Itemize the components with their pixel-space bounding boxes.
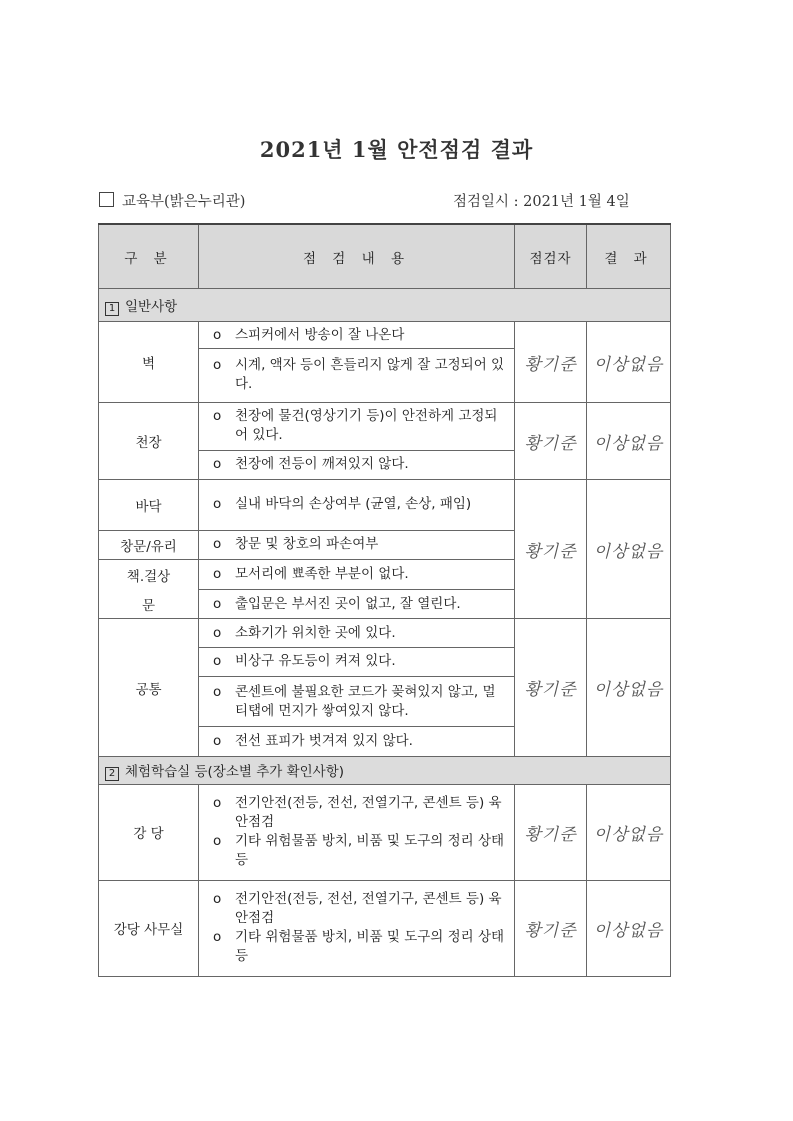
check-item: o 비상구 유도등이 켜져 있다. [199,647,515,676]
check-item: o 콘센트에 불필요한 코드가 꽂혀있지 않고, 멀티탭에 먼지가 쌓여있지 않다. [199,676,515,727]
org-line [99,190,245,211]
table-row [99,880,671,976]
inspection-date: 점검일시 : 2021년 1월 4일 [453,194,630,210]
bullet: o [213,653,222,670]
bullet: o [213,733,222,750]
check-item: o 천장에 물건(영상기기 등)이 안전하게 고정되어 있다. [199,403,515,450]
category-cell: 강당 사무실 [99,880,199,976]
check-item: o 전기안전(전등, 전선, 전열기구, 콘센트 등) 육안점검 o 기타 위험물품 방치, 비품 및 도구의 정리 상태 등 [199,880,515,976]
bullet: o [213,408,222,425]
result-handwritten: 이상없음 [587,480,671,619]
category-cell: 강 당 [99,784,199,880]
section-title: 일반사항 [125,298,178,315]
table-row [99,480,671,531]
check-item: o 시계, 액자 등이 흔들리지 않게 잘 고정되어 있다. [199,348,515,403]
header-result: 결 과 [587,224,671,289]
category-cell: 창문/유리 [99,530,199,559]
bullet: o [213,929,222,946]
inspector-signature: 황기준 [515,403,587,480]
bullet: o [213,496,222,513]
bullet: o [213,795,222,812]
check-item: o 전선 표피가 벗겨져 있지 않다. [199,727,515,756]
header-inspector: 점검자 [515,224,587,289]
check-item: o 출입문은 부서진 곳이 없고, 잘 열린다. [199,590,515,619]
org-label: 교육부(밝은누리관) [122,194,246,210]
section-row [99,756,671,784]
header-category: 구 분 [99,224,199,289]
table-row [99,403,671,450]
result-handwritten: 이상없음 [587,403,671,480]
inspector-signature: 황기준 [515,322,587,403]
bullet: o [213,833,222,850]
section-number: 1 [105,302,119,316]
result-handwritten: 이상없음 [587,880,671,976]
bullet: o [213,683,222,700]
table-row [99,322,671,348]
table-header [99,224,671,289]
result-handwritten: 이상없음 [587,322,671,403]
check-item: o 실내 바닥의 손상여부 (균열, 손상, 패임) [199,480,515,531]
check-item: o 창문 및 창호의 파손여부 [199,530,515,559]
bullet: o [213,565,222,582]
bullet: o [213,456,222,473]
category-cell: 문 [99,590,199,619]
page-title: 2021년 1월 안전점검 결과 [259,137,534,162]
bullet: o [213,357,222,374]
check-item: o 스피커에서 방송이 잘 나온다 [199,322,515,348]
result-handwritten: 이상없음 [587,784,671,880]
category-cell: 책.걸상 [99,559,199,589]
section-number: 2 [105,767,119,781]
check-item: o 소화기가 위치한 곳에 있다. [199,619,515,647]
checkbox[interactable] [99,192,114,207]
bullet: o [213,891,222,908]
check-item: o 전기안전(전등, 전선, 전열기구, 콘센트 등) 육안점검 o 기타 위험물품 방치, 비품 및 도구의 정리 상태 등 [199,784,515,880]
category-cell: 공통 [99,619,199,756]
check-item: o 천장에 전등이 깨져있지 않다. [199,450,515,479]
check-item: o 모서리에 뾰족한 부분이 없다. [199,559,515,589]
inspector-signature: 황기준 [515,619,587,756]
section-title: 체험학습실 등(장소별 추가 확인사항) [125,763,345,780]
bullet: o [213,326,222,343]
inspection-table [98,223,671,977]
bullet: o [213,536,222,553]
category-cell: 천장 [99,403,199,480]
section-row [99,289,671,322]
inspector-signature: 황기준 [515,480,587,619]
header-content: 점 검 내 용 [199,224,515,289]
table-row [99,619,671,647]
bullet: o [213,595,222,612]
result-handwritten: 이상없음 [587,619,671,756]
category-cell: 바닥 [99,480,199,531]
category-cell: 벽 [99,322,199,403]
bullet: o [213,624,222,641]
inspector-signature: 황기준 [515,784,587,880]
inspector-signature: 황기준 [515,880,587,976]
table-row [99,784,671,880]
